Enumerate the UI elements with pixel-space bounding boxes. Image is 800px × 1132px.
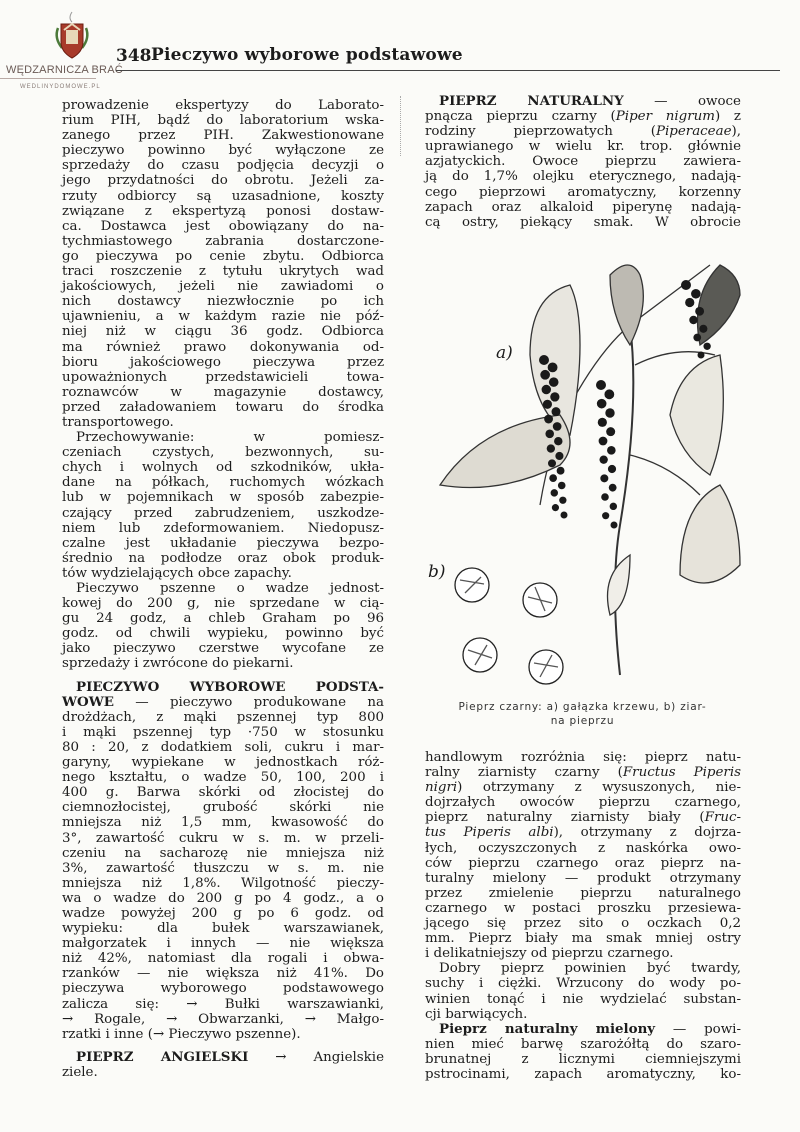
pepper-berry (544, 415, 553, 424)
text-line (425, 992, 741, 1007)
pepper-berry (551, 489, 558, 496)
text-line (62, 981, 384, 996)
text-line (62, 626, 384, 641)
pepper-illustration (420, 225, 750, 699)
pepper-berry (606, 427, 615, 436)
pepper-berry (549, 474, 557, 482)
figure-label-a: a) (496, 343, 513, 363)
text-line (62, 204, 384, 219)
text-line (62, 173, 384, 188)
text-run: jego przydatności do obrotu. Jeżeli za- (62, 173, 384, 189)
pepper-berry (548, 362, 558, 372)
pepper-berry (543, 400, 552, 409)
text-line (62, 415, 384, 430)
text-line (62, 861, 384, 876)
text-run: pnącza pieprzu czarny ( (425, 109, 616, 125)
text-run: prowadzenie ekspertyzy do Laborato- (62, 98, 384, 113)
pepper-berry (695, 307, 704, 316)
text-line (62, 113, 384, 128)
text-run: jakościowych, jeżeli nie zawiadomi o (62, 279, 384, 295)
smokehouse-shield-icon (52, 10, 92, 60)
text-run: chych i wolnych od szkodników, ukła- (62, 460, 384, 476)
text-line (425, 856, 741, 871)
page-number: 348 (116, 46, 152, 66)
text-run: uprawianego w wielu kr. trop. głównie (425, 139, 741, 155)
text-run: niem lub zdeformowaniem. Niedopusz- (62, 520, 384, 536)
text-run: wadze powyżej 200 g po 6 godz. od (62, 905, 384, 921)
text-run: — owoce (623, 94, 741, 109)
text-line (62, 551, 384, 566)
figure-caption-line: Pieprz czarny: a) gałązka krzewu, b) ziar- (458, 701, 707, 713)
text-line (62, 1012, 384, 1027)
text-run: godz. od chwili wypieku, powinno być (62, 626, 384, 642)
latin-name: Fructus Piperis (622, 765, 741, 781)
text-line (62, 249, 384, 264)
text-run: związane z ekspertyzą ponosi dostaw- (62, 203, 384, 219)
text-run: garyny, wypiekane w jednostkach róż- (62, 755, 384, 771)
text-line (425, 825, 741, 840)
text-line (62, 596, 384, 611)
pepper-berry (540, 370, 550, 380)
text-run: pieczywa wyborowego podstawowego (62, 981, 384, 997)
text-line (62, 385, 384, 400)
text-line (62, 340, 384, 355)
pepper-berry (605, 408, 614, 417)
text-run: mniejsza niż 1,5 mm, kwasowość do (62, 815, 384, 831)
text-line (62, 876, 384, 891)
text-run: bioru jakościowego pieczywa przez (62, 354, 384, 370)
pepper-berry (559, 497, 566, 504)
text-run: mm. Pieprz biały ma smak mniej ostry (425, 931, 741, 947)
text-line (62, 475, 384, 490)
latin-name: Fruc- (704, 810, 741, 826)
bold-term: Pieprz naturalny mielony (439, 1020, 656, 1037)
text-line (62, 710, 384, 725)
text-line (62, 921, 384, 936)
text-line (62, 294, 384, 309)
text-line (62, 831, 384, 846)
text-line (62, 128, 384, 143)
text-run: Dobry pieprz powinien być twardy, (439, 961, 741, 977)
text-line (62, 536, 384, 551)
figure-label-b: b) (428, 562, 446, 582)
text-line (425, 976, 741, 991)
pepper-branch-drawing (420, 225, 750, 695)
text-run: handlowym rozróżnia się: pieprz natu- (425, 750, 741, 765)
text-line (62, 725, 384, 740)
header-rule (116, 70, 780, 71)
text-run: ) otrzymany z wysuszonych, nie- (457, 780, 741, 796)
text-run: → Angielskie (248, 1049, 384, 1065)
text-run: rium PIH, bądź do laboratorium wska- (62, 113, 384, 129)
text-run: i mąki pszennej typ ·750 w stosunku (62, 724, 384, 740)
text-line (425, 841, 741, 856)
text-line (425, 871, 741, 886)
text-line (62, 98, 384, 113)
text-line (62, 264, 384, 279)
text-line (62, 936, 384, 951)
text-run: gu 24 godz, a chleb Graham po 96 (62, 611, 384, 627)
text-run: kowej do 200 g, nie sprzedane w cią- (62, 596, 384, 612)
text-line (425, 1007, 741, 1022)
pepper-berry (600, 474, 608, 482)
pepper-berry (552, 407, 561, 416)
text-run: → Rogale, → Obwarzanki, → Małgo- (62, 1011, 384, 1027)
text-line (425, 1022, 741, 1037)
text-line (62, 951, 384, 966)
text-line (62, 234, 384, 249)
text-line (62, 997, 384, 1012)
text-run: czający przed zabrudzeniem, uszkodze- (62, 505, 384, 521)
text-run: turalny mielony — produkt otrzymany (425, 870, 741, 886)
text-run: transportowego. (62, 414, 174, 430)
pepper-berry (599, 437, 608, 446)
pepper-berry (609, 484, 617, 492)
pepper-berry (608, 465, 616, 473)
text-run: go pieczywa po cenie zbytu. Odbiorca (62, 248, 384, 264)
text-line (62, 846, 384, 861)
pepper-berry (557, 467, 565, 475)
pepper-berry (703, 343, 710, 350)
pepper-berry (693, 334, 701, 342)
text-line (425, 200, 741, 215)
text-line (62, 581, 384, 596)
pepper-berry (598, 418, 607, 427)
text-line (425, 780, 741, 795)
text-run: cego pieprzowi aromatyczny, korzenny (425, 184, 741, 200)
text-run: łych, oczyszczonych z naskórka owo- (425, 840, 741, 856)
text-line (62, 800, 384, 815)
pepper-berry (547, 444, 555, 452)
text-line (62, 460, 384, 475)
text-run: i delikatniejszy od pieprzu czarnego. (425, 946, 674, 962)
pepper-berry (554, 437, 562, 445)
pepper-berry (604, 389, 614, 399)
text-run: ciemnozłocistej, grubość skórki nie (62, 800, 384, 816)
text-line (62, 906, 384, 921)
text-line (62, 891, 384, 906)
text-line (425, 124, 741, 139)
pepper-berry (601, 493, 609, 501)
text-run: zapach oraz alkaloid piperynę nadają- (425, 199, 741, 215)
text-line (62, 309, 384, 324)
text-run: czalne jest układanie pieczywa bezpo- (62, 535, 384, 551)
pepper-berry (597, 399, 607, 409)
text-run: traci roszczenie z tytułu ukrytych wad (62, 264, 384, 280)
text-line (62, 521, 384, 536)
text-line (62, 355, 384, 370)
text-run: cji barwiących. (425, 1006, 528, 1022)
text-run: ziele. (62, 1064, 98, 1080)
text-run: azjatyckich. Owoce pieprzu zawiera- (425, 154, 741, 170)
figure-caption-line: na pieprzu (550, 715, 615, 727)
text-run: przed załadowaniem towaru do środka (62, 399, 384, 415)
text-run: ), (731, 124, 741, 140)
text-run: ), otrzymany z dojrza- (553, 825, 742, 841)
text-run: 3°, zawartość cukru w s. m. w przeli- (62, 830, 384, 846)
text-run: rzanków — nie większa niż 41%. Do (62, 966, 384, 982)
text-line (62, 641, 384, 656)
pepper-berry (602, 512, 609, 519)
text-line (62, 740, 384, 755)
text-run: czeniu na sacharozę nie mniejsza niż (62, 845, 384, 861)
text-line (425, 109, 741, 124)
text-run: zanego przez PIH. Zakwestionowane (62, 128, 384, 144)
text-line (425, 1052, 741, 1067)
pepper-berry (685, 298, 694, 307)
text-run: suchy i ciężki. Wrzucony do wody po- (425, 976, 741, 992)
pepper-berry (548, 459, 556, 467)
text-line (62, 680, 384, 695)
text-run: drożdżach, z mąki pszennej typ 800 (62, 709, 384, 725)
page-title: Pieczywo wyborowe podstawowe (151, 45, 463, 65)
text-line (62, 143, 384, 158)
bold-term: PIEPRZ ANGIELSKI (76, 1048, 249, 1065)
text-line (62, 324, 384, 339)
text-line (62, 506, 384, 521)
text-run: ców pieprzu czarnego oraz pieprz na- (425, 855, 741, 871)
text-run: pieprz naturalny ziarnisty biały ( (425, 810, 705, 826)
text-line (62, 219, 384, 234)
text-line (62, 1050, 384, 1065)
pepper-berry (549, 377, 559, 387)
left-column (62, 98, 384, 1080)
text-run: roznawców w magazynie dostawcy, (62, 384, 384, 400)
text-run: 400 g. Barwa skórki od złocistej do (62, 785, 384, 801)
text-line (425, 169, 741, 184)
column-divider (400, 96, 401, 156)
text-line (62, 755, 384, 770)
text-line (62, 785, 384, 800)
pepper-berry (698, 352, 705, 359)
text-line (62, 158, 384, 173)
text-run: mniejsza niż 1,8%. Wilgotność pieczy- (62, 875, 384, 891)
text-line (62, 279, 384, 294)
text-line (425, 810, 741, 825)
text-line (62, 490, 384, 505)
bold-term: PIECZYWO WYBOROWE PODSTA- (76, 678, 384, 695)
pepper-berry (607, 446, 616, 455)
bold-term: PIEPRZ NATURALNY (439, 93, 624, 109)
text-run: upoważnionych przedstawicieli towa- (62, 369, 384, 385)
text-run: dane na półkach, ruchomych wózkach (62, 475, 384, 491)
text-run: małgorzatek i innych — nie większa (62, 936, 384, 952)
text-run: 80 : 20, z dodatkiem soli, cukru i mar- (62, 739, 384, 755)
text-line (62, 770, 384, 785)
text-line (62, 445, 384, 460)
pepper-berry (539, 355, 549, 365)
text-run: ujawnieniu, a w każdym razie nie póź- (62, 309, 384, 325)
text-run: rzatki i inne (→ Pieczywo pszenne). (62, 1026, 301, 1042)
text-run: pstrocinami, zapach aromatyczny, ko- (425, 1066, 741, 1082)
text-run: rodziny pieprzowatych ( (425, 124, 656, 140)
text-line (425, 795, 741, 810)
text-run: niej niż w ciągu 36 godz. Odbiorca (62, 324, 384, 340)
text-line (425, 765, 741, 780)
text-line (62, 189, 384, 204)
text-run: nien mieć barwę szarożółtą do szaro- (425, 1036, 741, 1052)
pepper-berry (555, 452, 563, 460)
pepper-berry (611, 522, 618, 529)
text-line (62, 815, 384, 830)
pepper-berry (699, 325, 707, 333)
text-line (62, 1065, 384, 1080)
text-line (425, 901, 741, 916)
text-run: ma również prawo dokonywania od- (62, 339, 384, 355)
latin-name: nigri (425, 780, 458, 796)
text-run: pieczywo powinno być wyłączone ze (62, 143, 384, 159)
text-run: jako pieczywo czerstwe wycofane ze (62, 641, 384, 657)
text-run: średnio na podłodze oraz obok produk- (62, 550, 384, 566)
text-line (425, 916, 741, 931)
text-run: brunatnej z licznymi ciemniejszymi (425, 1051, 741, 1067)
pepper-berry (542, 385, 551, 394)
text-line (62, 566, 384, 581)
text-run: nego kształtu, o wadze 50, 100, 200 i (62, 770, 384, 786)
text-line (425, 139, 741, 154)
pepper-berry (550, 392, 559, 401)
text-run: lub w pojemnikach w sposób zabezpie- (62, 490, 384, 506)
text-line (425, 886, 741, 901)
text-run: cą ostry, piekący smak. W obrocie (425, 214, 741, 230)
latin-name: Piperaceae (656, 124, 732, 140)
pepper-berry (558, 482, 566, 490)
pepper-berry (610, 503, 617, 510)
text-run: ralny ziarnisty czarny ( (425, 765, 623, 781)
pepper-berry (553, 422, 562, 431)
text-run: Pieczywo pszenne o wadze jednost- (76, 581, 384, 596)
text-run: — powi- (655, 1021, 741, 1037)
text-run: dojrzałych owoców pieprzu czarnego, (425, 795, 741, 811)
text-run: wa o wadze do 200 g po 4 godz., a o (62, 890, 384, 906)
text-run: ) z (714, 109, 741, 125)
text-run: przez zmielenie pieprzu naturalnego (425, 885, 741, 901)
text-line (62, 370, 384, 385)
latin-name: tus Piperis albi (425, 825, 554, 841)
pepper-berry (599, 455, 607, 463)
pepper-berry (681, 280, 691, 290)
text-line (425, 931, 741, 946)
latin-name: Piper nigrum (615, 109, 715, 125)
text-run: nich dostawcy niezwłocznie po ich (62, 294, 384, 310)
text-line (62, 400, 384, 415)
text-line (425, 154, 741, 169)
text-run: sprzedaży do czasu podjęcia decyzji o (62, 158, 384, 174)
text-line (425, 961, 741, 976)
text-run: 3%, zawartość tłuszczu w s. m. nie (62, 860, 384, 876)
text-run: tychmiastowego zabrania dostarczone- (62, 233, 384, 249)
bold-term: WOWE (62, 693, 114, 710)
text-line (62, 656, 384, 671)
pepper-berry (689, 316, 698, 325)
text-line (62, 430, 384, 445)
text-run: — pieczywo produkowane na (113, 694, 384, 710)
text-line (62, 966, 384, 981)
spaced-term: Przechowywanie: (76, 430, 195, 446)
text-run: czarnego w postaci proszku przesiewa- (425, 900, 741, 916)
text-run: w pomiesz- (194, 430, 384, 446)
text-run: tów wydzielających obce zapachy. (62, 565, 292, 581)
text-run: ją do 1,7% olejku eterycznego, nadają- (425, 169, 741, 185)
right-column-bottom (425, 750, 741, 1082)
text-run: jącego się przez sito o oczkach 0,2 (425, 916, 741, 932)
text-run: rzuty odbiorcy są uzasadnione, koszty (62, 188, 384, 204)
text-run: niż 42%, natomiast dla rogali i obwa- (62, 951, 384, 967)
figure-caption (425, 700, 740, 728)
text-line (62, 611, 384, 626)
text-line (425, 1037, 741, 1052)
text-run: sprzedaży i zwrócone do piekarni. (62, 656, 294, 672)
text-line (425, 1067, 741, 1082)
watermark-brand: WĘDZARNICZA BRAĆ (6, 64, 123, 76)
text-line (425, 185, 741, 200)
pepper-berry (561, 512, 568, 519)
text-line (425, 946, 741, 961)
pepper-berry (691, 289, 701, 299)
text-run: zalicza się: → Bułki warszawianki, (62, 996, 384, 1012)
pepper-berry (545, 430, 554, 439)
text-line (425, 750, 741, 765)
text-line (425, 94, 741, 109)
watermark-divider (0, 78, 96, 79)
watermark-url: WEDLINYDOMOWE.PL (20, 84, 101, 90)
pepper-berry (596, 380, 606, 390)
text-run: winien tonąć i nie wydzielać substan- (425, 991, 741, 1007)
text-run: wypieku: dla bułek warszawianek, (62, 921, 384, 937)
right-column-top (425, 94, 741, 230)
text-line (62, 695, 384, 710)
pepper-berry (552, 504, 559, 511)
text-run: czeniach czystych, bezwonnych, su- (62, 445, 384, 461)
text-line (62, 1027, 384, 1042)
text-run: ca. Dostawca jest obowiązany do na- (62, 218, 384, 234)
